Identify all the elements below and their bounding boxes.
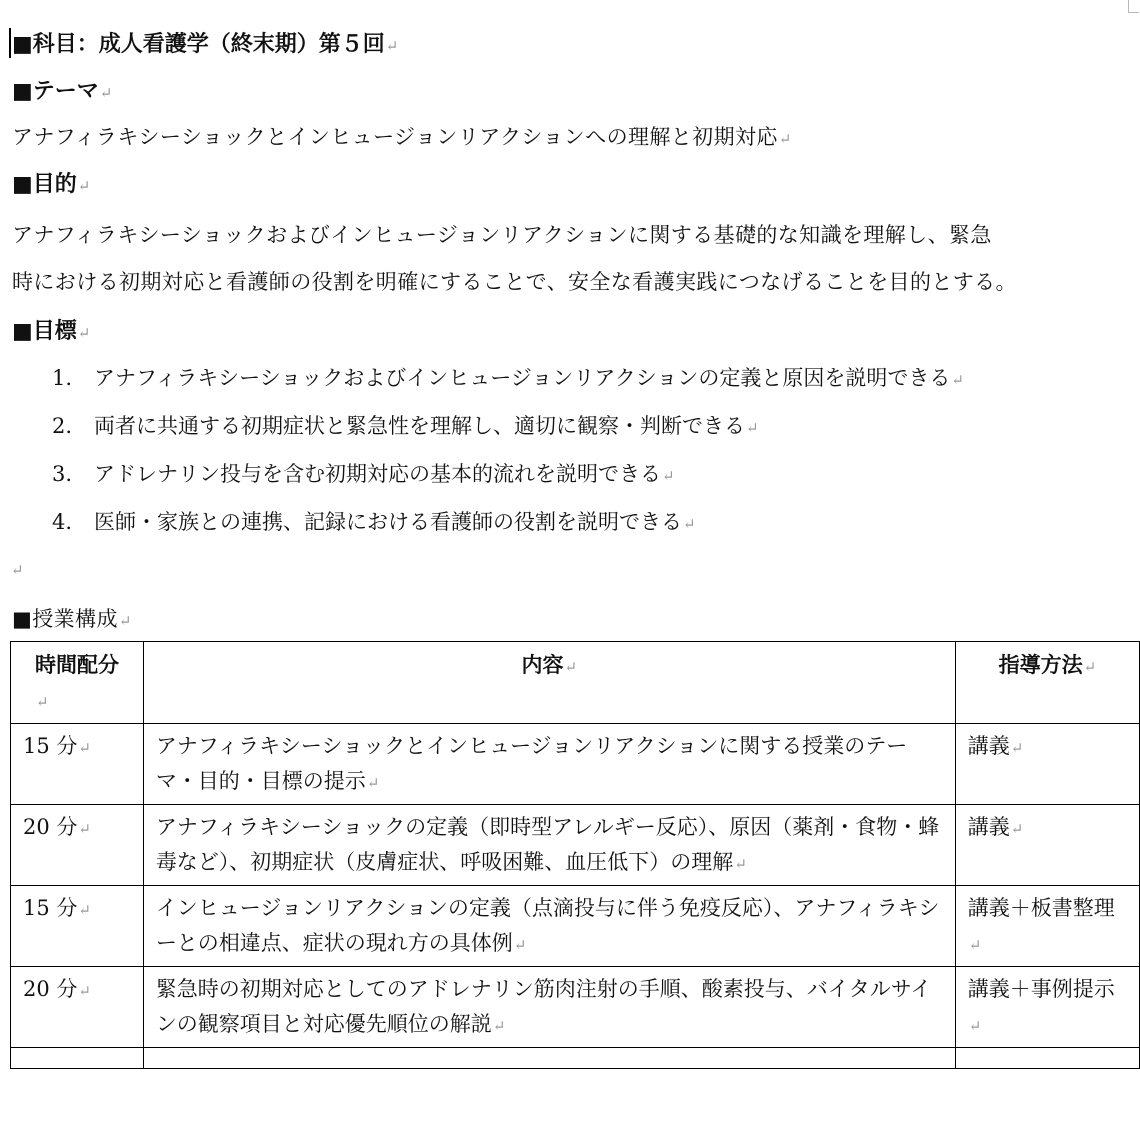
paragraph-mark-icon: ↵ bbox=[118, 612, 132, 630]
paragraph-mark-icon: ↵ bbox=[78, 982, 91, 1000]
header-time[interactable]: 時間配分↵ bbox=[11, 642, 144, 724]
theme-text[interactable]: アナフィラキシーショックとインヒュージョンリアクションへの理解と初期対応↵ bbox=[12, 125, 792, 149]
subject-heading[interactable]: ■科目：成人看護学（終末期）第５回↵ bbox=[12, 31, 399, 57]
paragraph-mark-icon: ↵ bbox=[734, 855, 747, 873]
header-method[interactable]: 指導方法↵ bbox=[955, 642, 1139, 724]
paragraph-mark-icon: ↵ bbox=[99, 84, 113, 102]
paragraph-mark-icon: ↵ bbox=[1010, 820, 1024, 838]
paragraph-mark-icon: ↵ bbox=[564, 658, 578, 676]
cell-method[interactable]: 講義＋事例提示↵ bbox=[955, 967, 1139, 1048]
paragraph-mark-icon: ↵ bbox=[968, 936, 982, 954]
paragraph-mark-icon: ↵ bbox=[77, 177, 91, 195]
cell-method[interactable] bbox=[955, 1048, 1139, 1069]
cell-content[interactable]: 緊急時の初期対応としてのアドレナリン筋肉注射の手順、酸素投与、バイタルサインの観察項目と対応優先順位の解説↵ bbox=[143, 967, 955, 1048]
text-cursor bbox=[9, 28, 11, 58]
table-row bbox=[11, 967, 1140, 1048]
cell-time[interactable]: 15 分↵ bbox=[11, 886, 144, 967]
cell-time[interactable]: 15 分↵ bbox=[11, 724, 144, 805]
paragraph-mark-icon: ↵ bbox=[77, 324, 91, 342]
purpose-heading[interactable]: ■目的↵ bbox=[12, 171, 91, 197]
paragraph-mark-icon: ↵ bbox=[1083, 658, 1097, 676]
paragraph-mark-icon: ↵ bbox=[513, 936, 527, 954]
paragraph-mark-icon: ↵ bbox=[11, 561, 24, 579]
page-corner-mark bbox=[1128, 0, 1139, 13]
paragraph-mark-icon: ↵ bbox=[492, 1017, 506, 1035]
paragraph-mark-icon: ↵ bbox=[662, 467, 675, 485]
paragraph-mark-icon: ↵ bbox=[1010, 739, 1024, 757]
goal-item[interactable]: 2. 両者に共通する初期症状と緊急性を理解し、適切に観察・判断できる↵ bbox=[52, 414, 759, 438]
header-content[interactable]: 内容↵ bbox=[143, 642, 955, 724]
cell-content[interactable]: インヒュージョンリアクションの定義（点滴投与に伴う免疫反応）、アナフィラキシーとの相違点、症状の現れ方の具体例↵ bbox=[143, 886, 955, 967]
paragraph-mark-icon: ↵ bbox=[78, 901, 91, 919]
paragraph-mark-icon: ↵ bbox=[746, 419, 759, 437]
empty-paragraph[interactable] bbox=[10, 556, 24, 584]
table-row bbox=[11, 1048, 1140, 1069]
cell-method[interactable]: 講義＋板書整理↵ bbox=[955, 886, 1139, 967]
cell-content[interactable]: アナフィラキシーショックとインヒュージョンリアクションに関する授業のテーマ・目的・目標の提示↵ bbox=[143, 724, 955, 805]
purpose-line[interactable]: 時における初期対応と看護師の役割を明確にすることで、安全な看護実践につなげることを目的とする。 bbox=[12, 270, 1017, 294]
goals-heading[interactable]: ■目標↵ bbox=[12, 318, 91, 344]
cell-time[interactable] bbox=[11, 1048, 144, 1069]
paragraph-mark-icon: ↵ bbox=[968, 1017, 982, 1035]
cell-content[interactable] bbox=[143, 1048, 955, 1069]
paragraph-mark-icon: ↵ bbox=[366, 774, 380, 792]
goal-item[interactable]: 1. アナフィラキシーショックおよびインヒュージョンリアクションの定義と原因を説明できる↵ bbox=[52, 366, 964, 390]
paragraph-mark-icon: ↵ bbox=[951, 371, 964, 389]
paragraph-mark-icon: ↵ bbox=[78, 820, 91, 838]
theme-heading[interactable]: ■テーマ↵ bbox=[12, 78, 113, 104]
table-row bbox=[11, 886, 1140, 967]
paragraph-mark-icon: ↵ bbox=[778, 130, 792, 148]
course-structure-table bbox=[10, 641, 1140, 1069]
goal-item[interactable]: 4. 医師・家族との連携、記録における看護師の役割を説明できる↵ bbox=[52, 510, 696, 534]
cell-method[interactable]: 講義↵ bbox=[955, 724, 1139, 805]
paragraph-mark-icon: ↵ bbox=[683, 515, 696, 533]
purpose-line[interactable]: アナフィラキシーショックおよびインヒュージョンリアクションに関する基礎的な知識を理解し、緊急 bbox=[12, 223, 992, 247]
paragraph-mark-icon: ↵ bbox=[36, 693, 49, 711]
paragraph-mark-icon: ↵ bbox=[78, 739, 91, 757]
paragraph-mark-icon: ↵ bbox=[385, 37, 399, 55]
cell-time[interactable]: 20 分↵ bbox=[11, 805, 144, 886]
cell-content[interactable]: アナフィラキシーショックの定義（即時型アレルギー反応）、原因（薬剤・食物・蜂毒など）、初期症状（皮膚症状、呼吸困難、血圧低下）の理解↵ bbox=[143, 805, 955, 886]
table-row bbox=[11, 805, 1140, 886]
table-row bbox=[11, 724, 1140, 805]
cell-time[interactable]: 20 分↵ bbox=[11, 967, 144, 1048]
goal-item[interactable]: 3. アドレナリン投与を含む初期対応の基本的流れを説明できる↵ bbox=[52, 462, 675, 486]
structure-heading[interactable]: ■授業構成↵ bbox=[12, 607, 132, 631]
cell-method[interactable]: 講義↵ bbox=[955, 805, 1139, 886]
table-header-row bbox=[11, 642, 1140, 724]
